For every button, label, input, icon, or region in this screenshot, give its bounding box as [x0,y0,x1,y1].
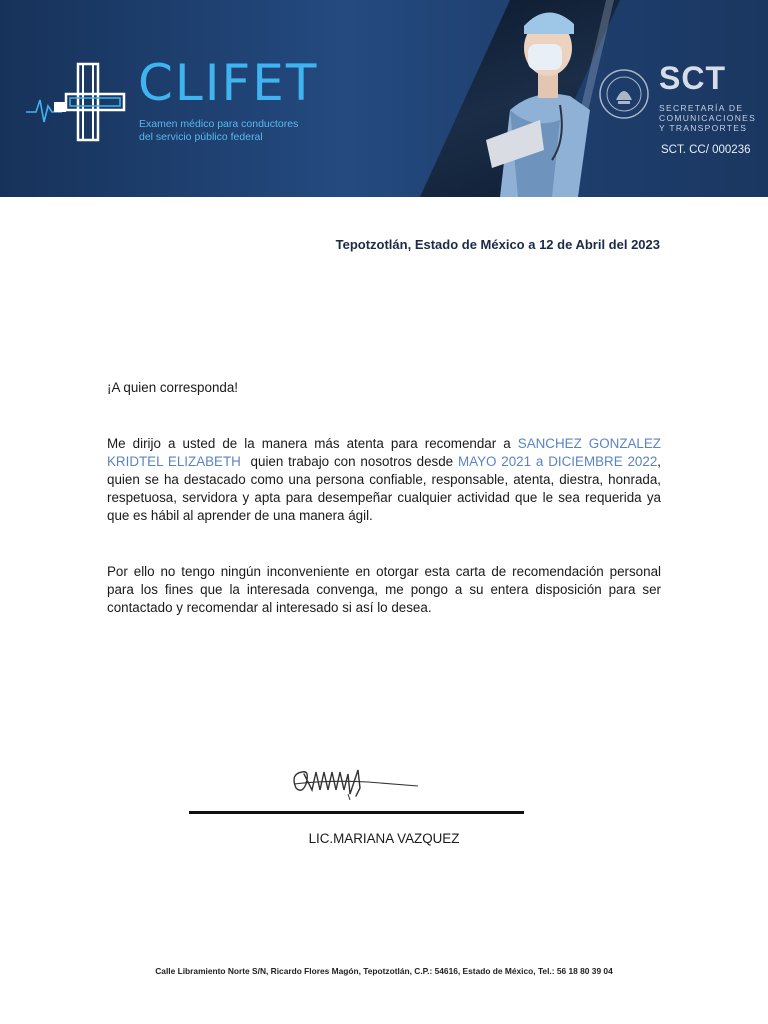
brand-tagline-line-1: Examen médico para conductores [139,118,299,130]
date-line: Tepotzotlán, Estado de México a 12 de Abril del 2023 [335,237,660,252]
paragraph-closing: Por ello no tengo ningún inconveniente en otorgar esta carta de recomendación personal para los fines que la interesada convenga, me pongo a su entera disposición para ser contactado y recomendar al interesado si así lo desea. [107,564,661,615]
sct-subtitle-line-1: SECRETARÍA DE [659,103,744,113]
footer-address: Calle Libramiento Norte S/N, Ricardo Flores Magón, Tepotzotlán, C.P.: 54616, Estado de México, Tel.: 56 18 80 39 04 [155,966,613,976]
p1-end: , quien se ha destacado como una persona confiable, responsable, atenta, diestra, honrada, respetuosa, servidora y apta para desempeñar cualquier actividad que le sea requerida ya que es hábil al aprender de una manera ágil. [107,454,662,523]
sct-subtitle [659,103,756,133]
paragraph-recommendation [107,435,661,525]
sct-code: SCT. CC/ 000236 [661,144,751,156]
medical-cross-logo-icon [26,60,130,144]
brand-tagline [139,118,298,144]
national-seal-icon [598,68,650,120]
doctor-photo-icon [440,0,600,197]
header-banner [0,0,768,197]
employment-period: MAYO 2021 a DICIEMBRE 2022 [457,454,658,469]
p1-intro: Me dirijo a usted de la manera más atenta para recomendar a [107,436,518,451]
sct-subtitle-line-3: Y TRANSPORTES [659,123,748,133]
signer-name: LIC.MARIANA VAZQUEZ [308,831,460,846]
p1-middle: quien trabajo con nosotros desde [240,454,458,469]
sct-title: SCT [659,60,726,96]
sct-subtitle-line-2: COMUNICACIONES [659,113,757,123]
greeting: ¡A quien corresponda! [107,380,239,395]
signature-line [189,811,524,814]
candidate-name: SANCHEZ GONZALEZ KRIDTEL ELIZABETH [107,436,661,469]
brand-tagline-line-2: del servicio público federal [139,131,263,143]
brand-name: CLIFET [138,54,319,112]
handwritten-signature-icon [288,760,423,806]
